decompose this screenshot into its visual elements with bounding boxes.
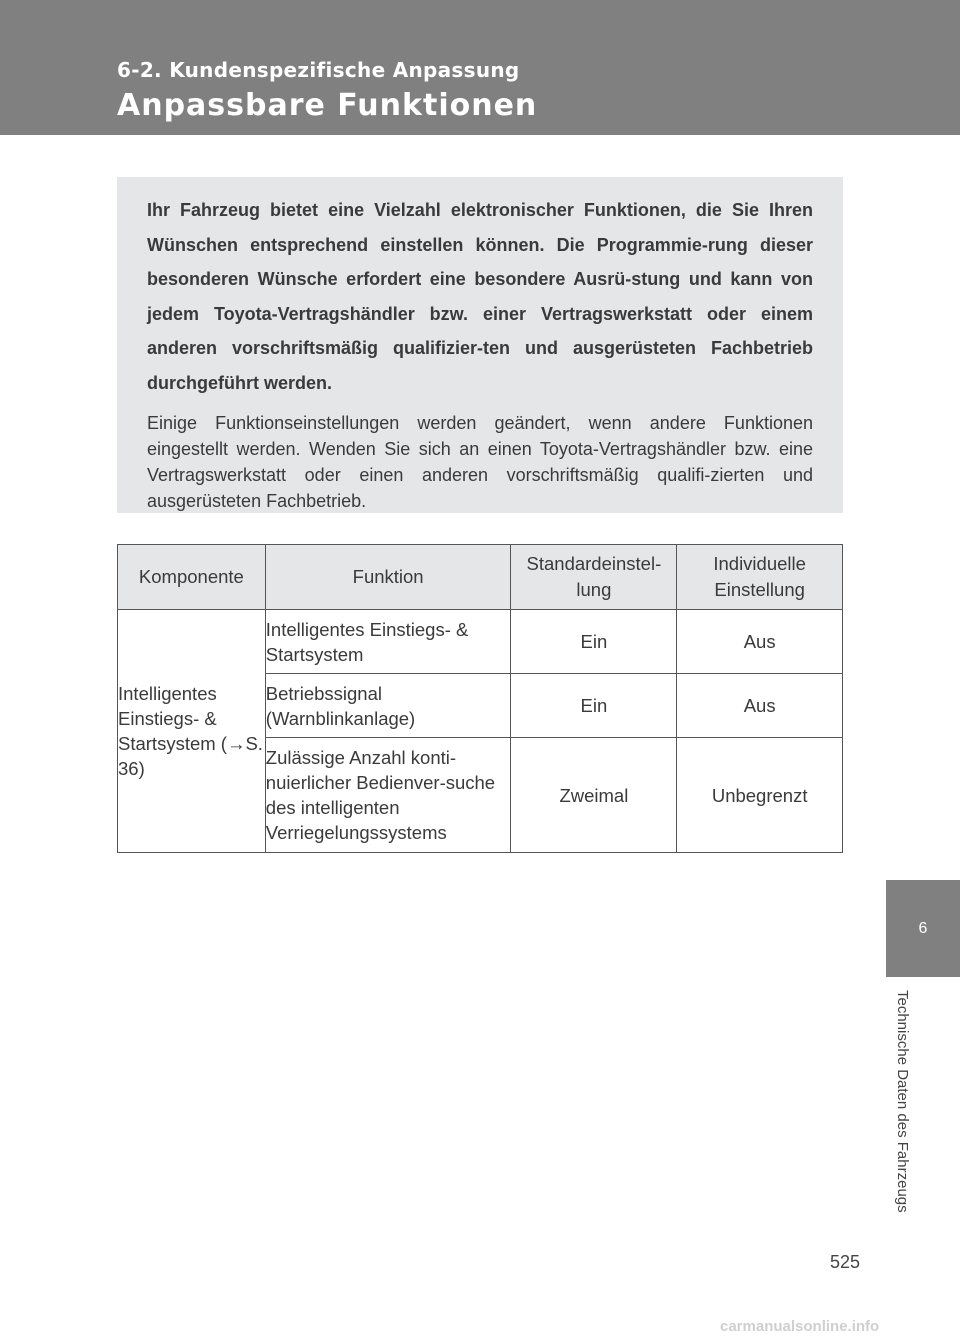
default-cell: Ein xyxy=(511,674,677,738)
function-cell: Intelligentes Einstiegs- & Startsystem xyxy=(265,610,511,674)
chapter-label: Technische Daten des Fahrzeugs xyxy=(894,990,911,1213)
intro-bold-text: Ihr Fahrzeug bietet eine Vielzahl elektronischer Funktionen, die Sie Ihren Wünschen entsprechend einstellen können. Die Programmie-rung dieser besonderen Wünsche erfordert eine besondere Ausrü-stung und kann von jedem Toyota-Vertragshändler bzw. einer Vertragswerkstatt oder einem anderen vorschriftsmäßig qualifizier-ten und ausgerüsteten Fachbetrieb durchgeführt werden. xyxy=(147,200,813,393)
custom-cell: Aus xyxy=(677,674,843,738)
chapter-tab xyxy=(886,880,960,977)
default-cell: Zweimal xyxy=(511,738,677,853)
watermark: carmanualsonline.info xyxy=(720,1318,880,1335)
table-header-row xyxy=(118,545,843,610)
component-cell: Intelligentes Einstiegs- & Startsystem (→S. 36) xyxy=(118,610,266,853)
chapter-number: 6 xyxy=(918,920,928,937)
function-cell: Betriebssignal (Warnblinkanlage) xyxy=(265,674,511,738)
page-title: Anpassbare Funktionen xyxy=(117,88,538,123)
page-number: 525 xyxy=(830,1252,861,1272)
table-row xyxy=(118,610,843,674)
page-header xyxy=(0,0,960,135)
header-standardeinstellung: Standardeinstel-lung xyxy=(511,545,677,610)
default-cell: Ein xyxy=(511,610,677,674)
function-cell: Zulässige Anzahl konti-nuierlicher Bedienver-suche des intelligenten Verriegelungssystems xyxy=(265,738,511,853)
custom-cell: Unbegrenzt xyxy=(677,738,843,853)
intro-box xyxy=(117,177,843,513)
intro-normal-text: Einige Funktionseinstellungen werden geändert, wenn andere Funktionen eingestellt werden. Wenden Sie sich an einen Toyota-Vertragshändler bzw. eine Vertragswerkstatt oder einen anderen vorschriftsmäßig qualifi-zierten und ausgerüsteten Fachbetrieb. xyxy=(147,413,813,511)
header-individuelle-einstellung: Individuelle Einstellung xyxy=(677,545,843,610)
chapter-label-wrapper xyxy=(893,990,913,1240)
custom-cell: Aus xyxy=(677,610,843,674)
header-funktion: Funktion xyxy=(265,545,511,610)
settings-table xyxy=(117,544,843,853)
header-komponente: Komponente xyxy=(118,545,266,610)
section-label: 6-2. Kundenspezifische Anpassung xyxy=(117,58,520,82)
